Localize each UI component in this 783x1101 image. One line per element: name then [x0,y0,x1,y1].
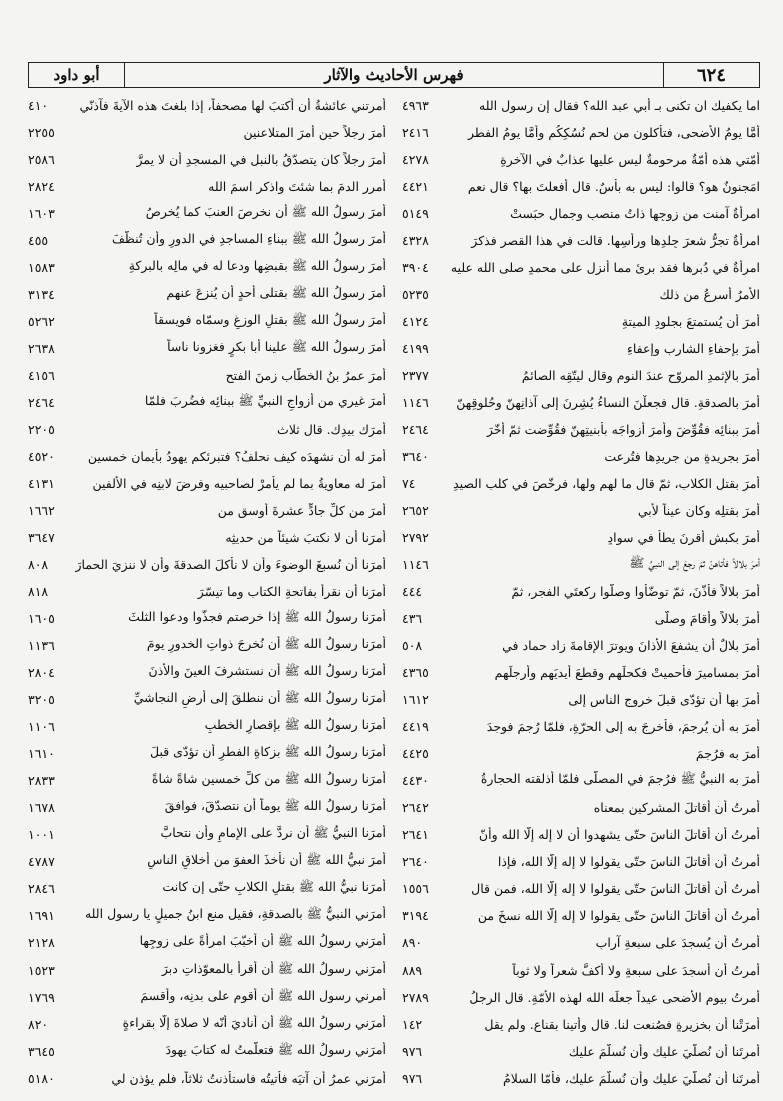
entry-text: أمرَنا نبيُّ الله ﷺ بقتلِ الكلابِ حتّى إن كانت [162,879,386,895]
entry-text: أمرَ بالإثمدِ المروّحِ عندَ النومِ وقال ليتّقِه الصائمُ [521,367,760,383]
entry-text: أمرَ له معاويةُ بما لم يأمرْ لصاحبيه وفرضَ لابنِه في الألفين [92,475,386,491]
index-entry [402,606,760,633]
entry-text: أُمرتُ أن أقاتلَ الناسَ حتّى يشهدوا أن لا إله إلّا الله وأنّ [478,827,760,843]
entry-hadith-number: ١٥٢٣ [28,962,55,978]
entry-text: أمرَني رسولُ الله ﷺ فتعلّمتُ له كتابَ يهودَ [165,1041,386,1057]
entry-text: أمرَنا رسولُ الله ﷺ يوماً أن نتصدّقَ، فوافقَ [164,798,386,814]
entry-text: أمرَنا رسولُ الله ﷺ أن نستشرفَ العينَ والأذنَ [148,663,386,679]
entry-text: أمرَ بلالاً وأقامَ وصلّى [654,611,760,627]
index-entry [402,714,760,741]
entry-hadith-number: ٤١٩٩ [402,340,429,356]
entry-text: أمرَنا رسولُ الله ﷺ إذا خرصتم فجذّوا ودعوا الثلثَ [128,609,386,625]
entry-hadith-number: ٥١٤٩ [402,205,429,221]
entry-text: أمرَ غيري من أزواجِ النبيِّ ﷺ ببنائِه فضُربَ فلمّا [144,392,386,408]
index-entry [28,335,386,362]
entry-text: أمرَني النبيُّ ﷺ بالصدقةِ، فقيل منع ابنُ جميلٍ يا رسول الله [84,906,386,922]
entry-hadith-number: ١٦٧٨ [28,800,55,816]
entry-text: أمرَ بلالاً فأتاهنّ ثمّ رجعَ إلى النبيِّ ﷺ [629,555,760,571]
entry-text: أمرَ بجريدةٍ من جريدِها فتُرعت [604,448,760,464]
index-entry [402,795,760,822]
entry-text: أمّتي هذه أمّةٌ مرحومةٌ ليس عليها عذابٌ في الآخرةِ [500,151,760,167]
entry-text: أمرَنا أن لا نكتبَ شيئاً من حديثِه [225,530,386,546]
index-entry [402,579,760,606]
index-entry [402,92,760,119]
index-page [28,62,760,1092]
index-entry [402,308,760,335]
entry-hadith-number: ٩٧٦ [402,1043,423,1059]
entry-hadith-number: ٤٣٢٨ [402,232,429,248]
entry-hadith-number: ٨٢٠ [28,1016,49,1032]
index-entry [402,633,760,660]
entry-text: أمرَك بيدِك. قال ثلاث [277,421,386,437]
entry-hadith-number: ٤١٥٦ [28,367,55,383]
entry-hadith-number: ٤٤١٩ [402,719,429,735]
index-entry [402,822,760,849]
index-entry [402,146,760,173]
entry-hadith-number: ٤١٣١ [28,475,55,491]
entry-text: أمرَ بكبشٍ أقرنَ يطأُ في سوادٍ [607,530,760,546]
entry-text: أمرَنا أن نُسبغَ الوضوءَ وأن لا نأكلَ الصدقةَ وأن لا ننزيَ الحمارَ [75,557,386,573]
index-entry [28,984,386,1011]
entry-hadith-number: ٢٧٨٩ [402,989,429,1005]
right-column [402,92,760,1092]
entry-text: أمرَنا رسولُ الله ﷺ أن نُخرجَ ذواتِ الخدورِ يومَ [146,636,386,652]
index-entry [402,930,760,957]
entry-hadith-number: ٢٨٠٤ [28,665,55,681]
page-number: ٦٢٤ [663,63,759,87]
index-entry [28,227,386,254]
index-entry [402,497,760,524]
entry-text: اما يكفيك ان تكنى بـ أبي عبد الله؟ فقال إن رسول الله [479,97,760,113]
entry-hadith-number: ٤٤٢١ [402,178,429,194]
index-entry [402,687,760,714]
entry-text: أمرَ به النبيُّ ﷺ فرُجمَ في المصلّى فلمّا أذلقته الحجارةُ [480,771,760,787]
entry-text: امرأةٌ تجرُّ شعرَ جِلدِها ورأسِها. قالت في هذا القصرِ فذكرَ [471,232,760,248]
entry-text: أمرَ به أن يُرجمَ، فأُخرجَ به إلى الحرّةِ، فلمّا رُجمَ فوجدَ [486,719,760,735]
index-entry [402,903,760,930]
entry-hadith-number: ٢٦٤٠ [402,854,429,870]
entry-hadith-number: ١٦٠٥ [28,611,55,627]
entry-hadith-number: ١٦٩١ [28,908,55,924]
index-entry [28,849,386,876]
entry-text: الأمرُ أسرعُ من ذلك [659,286,760,302]
entry-text: أمرَ رسولُ الله ﷺ بقتلِ الوزغِ وسمّاه فويسقاً [154,311,386,327]
index-entry [402,876,760,903]
index-entry [28,308,386,335]
entry-text: أمرَنا رسولُ الله ﷺ أن ننطلقَ إلى أرضِ النجاشيِّ [133,690,386,706]
entry-text: أمرَ بلالاً فأذّنَ، ثمّ توضّأوا وصلّوا ركعتَي الفجرِ، ثمّ [511,584,760,600]
entry-hadith-number: ١٦٠٣ [28,205,55,221]
entry-hadith-number: ٢٢٥٥ [28,124,55,140]
entry-hadith-number: ٤١٠ [28,97,49,113]
entry-text: امَجنونٌ هو؟ قالوا: ليس به بأسٌ. قال أفعلتَ بها؟ قال نعم [467,178,760,194]
entry-hadith-number: ٣٩٠٤ [402,259,429,275]
index-entry [28,633,386,660]
index-entry [402,1011,760,1038]
index-entry [402,281,760,308]
entry-text: أمرَنا أن نقرأَ بفاتحةِ الكتابِ وما تيسّرَ [197,584,386,600]
entry-text: أمرَ رسولُ الله ﷺ أن نخرصَ العنبَ كما يُخرصُ [145,203,386,219]
index-entry [402,173,760,200]
entry-text: أمرَ رجلاً حين أمرَ المتلاعنين [243,124,386,140]
entry-hadith-number: ٢٦٤٢ [402,800,429,816]
entry-text: امرأةٌ آمنت من زوجِها ذاتُ منصبٍ وجمالٍ حبَستْ [510,205,760,221]
index-entry [28,957,386,984]
index-entry [28,606,386,633]
entry-hadith-number: ٣٢٠٥ [28,692,55,708]
entry-text: أمرَ من كلِّ جادٍّ عشرةَ أوسقٍ من [217,502,386,518]
entry-text: أمرَ رسولُ الله ﷺ ببناءِ المساجدِ في الدورِ وأن تُنظّفَ [111,230,386,246]
entry-hadith-number: ٢٢٠٥ [28,421,55,437]
entry-hadith-number: ٢٥٨٦ [28,151,55,167]
entry-text: أمرَ بها أن تؤدّى قبلَ خروجِ الناسِ إلى [568,692,760,708]
index-entry [402,768,760,795]
entry-hadith-number: ١١٣٦ [28,638,55,654]
entry-hadith-number: ٢٤١٦ [402,124,429,140]
index-entry [402,389,760,416]
index-entry [402,849,760,876]
entry-text: أمرَنا رسولُ الله ﷺ بإقصارِ الخطبِ [204,717,386,733]
entry-hadith-number: ١٦٦٢ [28,502,55,518]
index-entry [28,389,386,416]
index-entry [28,497,386,524]
entry-text: أمرَ به فرُجمَ [695,746,760,762]
entry-text: أمرَ رجلاً كان يتصدّقُ بالنبلِ في المسجدِ أن لا يمرَّ [136,151,386,167]
entry-hadith-number: ٢٨٤٦ [28,881,55,897]
entry-hadith-number: ٨٨٩ [402,962,423,978]
entry-hadith-number: ٧٤ [402,475,416,491]
entry-hadith-number: ٣٦٤٧ [28,530,55,546]
index-entry [28,416,386,443]
index-entry [28,579,386,606]
entry-text: أمرتَنا أن نُصلّيَ عليك وأن نُسلّمَ عليك [568,1043,760,1059]
entry-text: أُمرتُ بيومِ الأضحى عيداً جعلَه الله لهذه الأمّةِ. قال الرجلُ [469,989,760,1005]
entry-text: أُمرتُ أن أقاتلَ الناسَ حتّى يقولوا لا إله إلّا الله، فإذا [497,854,760,870]
entry-text: أمرني رسول الله ﷺ أن أقوم على بدنِه، وأقسمَ [140,987,386,1003]
index-entry [402,416,760,443]
entry-text: أمَّا يومُ الأضحى، فتأكلون من لحمِ نُسُكِكُم وأمَّا يومُ الفطرِ [467,124,760,140]
entry-text: أمرتَنا أن نُصلّيَ عليك وأن نُسلّمَ عليك، فأمّا السلامُ [503,1070,760,1086]
entry-hadith-number: ٤٢٧٨ [402,151,429,167]
index-entry [402,957,760,984]
entry-hadith-number: ٥٠٨ [402,638,423,654]
entry-hadith-number: ٤٣٦٥ [402,665,429,681]
entry-hadith-number: ٢١٢٨ [28,935,55,951]
index-entry [28,119,386,146]
entry-hadith-number: ١١٠٦ [28,719,55,735]
index-entry [28,768,386,795]
index-entry [28,876,386,903]
entry-hadith-number: ٤٤٣٠ [402,773,429,789]
page-header [28,62,760,88]
entry-text: أمرتني عائشةُ أن أكتبَ لها مصحفاً، إذا بلغتَ هذه الآيةَ فآذنّي [79,97,386,113]
entry-text: أمرَ رسولُ الله ﷺ علينا أبا بكرٍ فغزونا ناساً [167,338,386,354]
entry-text: أُمرتُ أن أقاتلَ الناسَ حتّى يقولوا لا إله إلّا الله نسخَ من [477,908,760,924]
entry-hadith-number: ٣٦٤٠ [402,448,429,464]
entry-hadith-number: ٤٤٤ [402,584,423,600]
entry-text: أمرَ رسولُ الله ﷺ بقبضِها ودعا له في مالِه بالبركةِ [128,257,386,273]
entry-hadith-number: ١٧٦٩ [28,989,55,1005]
entry-text: أُمرتُ أن أقاتلَ المشركين بمعناه [593,800,760,816]
entry-hadith-number: ٤٥٥ [28,232,49,248]
entry-text: أمرَ رسولُ الله ﷺ بقتلى أحدٍ أن يُنزعَ عنهم [166,284,386,300]
entry-text: أمرَ نبيُّ الله ﷺ أن نأخذَ العفوَ من أخلاقِ الناسِ [147,852,386,868]
entry-hadith-number: ٢٨٢٤ [28,178,55,194]
entry-hadith-number: ٤١٢٤ [402,313,429,329]
index-entry [28,254,386,281]
entry-hadith-number: ٥١٨٠ [28,1070,55,1086]
entry-hadith-number: ٤٤٢٥ [402,746,429,762]
entry-hadith-number: ٢٦٤١ [402,827,429,843]
entry-hadith-number: ١٥٥٦ [402,881,429,897]
entry-text: أمرَ بقتلِه وكان عيناً لأبي [637,502,760,518]
entry-text: أمرَني عمرُ أن آتيَه فأتيتُه فاستأذنتُ ثلاثاً، فلم يؤذن لي [111,1070,386,1086]
entry-text: أمرَنا رسولُ الله ﷺ من كلِّ خمسين شاةً شاةً [151,771,386,787]
entry-text: أُمرتُ أن أسجدَ على سبعةٍ ولا أكفَّ شعراً ولا ثوباً [512,962,760,978]
entry-hadith-number: ١٦١٠ [28,746,55,762]
entry-text: أمرَ بمساميرَ فأُحميتْ فكحلَهم وقطعَ أيديَهم وأرجلَهم [494,665,760,681]
index-entry [402,1038,760,1065]
entry-text: أمرَ بقتلِ الكلابِ، ثمّ قال ما لهم ولها، فرخّصَ في كلبِ الصيدِ [453,475,760,491]
entry-hadith-number: ٤٥٢٠ [28,448,55,464]
entry-text: امرأةٌ في دُبرِها فقد برئ مما أنزل على محمدٍ صلى الله عليه [450,259,760,275]
index-entry [28,552,386,579]
entry-text: أمرِرِ الدمَ بما شئتَ واذكرِ اسمَ الله [208,178,386,194]
entry-text: أمرَ عمرُ بنُ الخطّابِ زمنَ الفتحِ [225,367,386,383]
entry-hadith-number: ٤٣٦ [402,611,423,627]
running-title: فهرس الأحاديث والآثار [324,66,464,84]
entry-text: أُمرتُ أن يُسجدَ على سبعةِ آرابٍ [595,935,760,951]
entry-hadith-number: ١٥٨٣ [28,259,55,275]
index-columns [28,92,760,1092]
index-entry [28,741,386,768]
index-entry [28,714,386,741]
entry-text: أمرَنا النبيُّ ﷺ أن نردَّ على الإمامِ وأن نتحابَّ [160,825,386,841]
index-entry [28,362,386,389]
index-entry [28,687,386,714]
index-entry [28,470,386,497]
entry-hadith-number: ٨٩٠ [402,935,423,951]
index-entry [28,146,386,173]
entry-hadith-number: ٥٢٦٢ [28,313,55,329]
entry-hadith-number: ٣١٣٤ [28,286,55,302]
index-entry [28,173,386,200]
index-entry [28,795,386,822]
entry-hadith-number: ١٦١٢ [402,692,429,708]
left-column [28,92,386,1092]
entry-hadith-number: ١٤٢ [402,1016,423,1032]
entry-hadith-number: ١١٤٦ [402,557,429,573]
entry-text: أمرَ بإحفاءِ الشاربِ وإعفاءِ [626,340,760,356]
entry-hadith-number: ٤٩٦٣ [402,97,429,113]
entry-text: أمرَ ببنائِه فقُوِّضَ وأمرَ أزواجَه بأبنيتِهنّ فقُوِّضت ثمّ أخّرَ [486,421,760,437]
index-entry [402,525,760,552]
index-entry [28,1038,386,1065]
entry-text: أمرَني رسولُ الله ﷺ أن أُخبّبَ امرأةً على زوجِها [139,933,386,949]
index-entry [28,200,386,227]
index-entry [402,200,760,227]
index-entry [402,552,760,579]
entry-text: أمرَتْنا أن بخزيرةٍ فصُنعت لنا. قال وأتينا بقناعٍ. ولم يقل [484,1016,760,1032]
entry-hadith-number: ٢٦٣٨ [28,340,55,356]
index-entry [402,335,760,362]
index-entry [402,443,760,470]
index-entry [402,1065,760,1092]
book-title: أبو داود [29,63,125,87]
index-entry [28,443,386,470]
entry-hadith-number: ٣١٩٤ [402,908,429,924]
index-entry [28,1011,386,1038]
entry-hadith-number: ١٠٠١ [28,827,55,843]
entry-text: أُمرَ بلالٌ أن يشفعَ الأذانَ ويوترَ الإقامةَ زاد حماد في [502,638,760,654]
index-entry [402,741,760,768]
entry-text: أمرَنا رسولُ الله ﷺ بزكاةِ الفطرِ أن تؤدّى قبلَ [149,744,386,760]
entry-text: أمرَ أن يُستمتعَ بجلودِ الميتةِ [621,313,760,329]
entry-hadith-number: ٢٨٣٣ [28,773,55,789]
index-entry [28,281,386,308]
index-entry [28,903,386,930]
entry-text: أمرَ له أن نشهدَه كيف نحلفُ؟ فتبرئكم يهودُ بأيمانِ خمسين [87,448,386,464]
entry-hadith-number: ٨٠٨ [28,557,49,573]
index-entry [402,119,760,146]
entry-hadith-number: ٢٤٦٤ [402,421,429,437]
entry-text: أُمرتُ أن أقاتلَ الناسَ حتّى يقولوا لا إله إلّا الله، فمن قال [471,881,760,897]
entry-hadith-number: ٣٦٤٥ [28,1043,55,1059]
entry-hadith-number: ٥٢٣٥ [402,286,429,302]
index-entry [28,660,386,687]
entry-hadith-number: ٢٧٩٢ [402,530,429,546]
index-entry [402,984,760,1011]
index-entry [28,822,386,849]
index-entry [28,525,386,552]
entry-text: أمرَ بالصدقةِ. قال فجعلْنَ النساءُ يُشِرنَ إلى آذانِهنّ وحُلوقِهنّ [456,394,760,410]
entry-hadith-number: ٢٤٦٤ [28,394,55,410]
index-entry [402,362,760,389]
entry-text: أمرَني رسولُ الله ﷺ أن أقرأَ بالمعوّذاتِ دبرَ [161,960,386,976]
entry-hadith-number: ٢٦٥٢ [402,502,429,518]
entry-hadith-number: ١١٤٦ [402,394,429,410]
entry-hadith-number: ٢٣٧٧ [402,367,429,383]
index-entry [402,470,760,497]
entry-hadith-number: ٨١٨ [28,584,49,600]
entry-text: أمرَني رسولُ الله ﷺ أن أُناديَ أنّه لا صلاةَ إلّا بقراءةٍ [122,1014,386,1030]
index-entry [28,930,386,957]
index-entry [402,254,760,281]
index-entry [28,92,386,119]
index-entry [28,1065,386,1092]
entry-hadith-number: ٩٧٦ [402,1070,423,1086]
index-entry [402,660,760,687]
index-entry [402,227,760,254]
entry-hadith-number: ٤٧٨٧ [28,854,55,870]
